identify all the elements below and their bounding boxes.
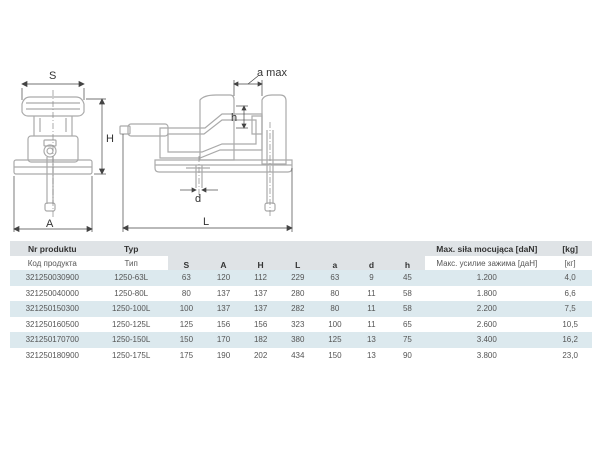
cell-l: 280: [279, 286, 316, 302]
cell-a-small: 125: [316, 332, 353, 348]
cell-l: 282: [279, 301, 316, 317]
cell-l: 229: [279, 270, 316, 286]
header-h: H: [242, 241, 279, 270]
cell-h: 156: [242, 317, 279, 333]
cell-type: 1250-100L: [95, 301, 168, 317]
cell-a: 190: [205, 348, 242, 364]
cell-d: 11: [353, 286, 389, 302]
cell-d: 11: [353, 301, 389, 317]
cell-a-small: 80: [316, 301, 353, 317]
label-h-side: h: [231, 112, 238, 124]
cell-kg: 6,6: [548, 286, 592, 302]
cell-type: 1250-175L: [95, 348, 168, 364]
cell-a: 156: [205, 317, 242, 333]
cell-code: 321250030900: [10, 270, 95, 286]
cell-kg: 10,5: [548, 317, 592, 333]
header-h-small: h: [389, 241, 425, 270]
cell-s: 63: [168, 270, 205, 286]
cell-h: 137: [242, 286, 279, 302]
cell-type: 1250-125L: [95, 317, 168, 333]
cell-force: 2.600: [425, 317, 548, 333]
header-s: S: [168, 241, 205, 270]
specification-table: [10, 241, 592, 363]
header-type-ru: Тип: [95, 256, 168, 270]
cell-s: 125: [168, 317, 205, 333]
label-h-front: H: [106, 133, 114, 145]
cell-h: 202: [242, 348, 279, 364]
cell-kg: 23,0: [548, 348, 592, 364]
label-a-max: a max: [257, 67, 287, 79]
cell-h: 112: [242, 270, 279, 286]
header-force: Max. siła mocująca [daN]: [425, 241, 548, 256]
cell-code: 321250150300: [10, 301, 95, 317]
cell-kg: 7,5: [548, 301, 592, 317]
header-force-ru: Макс. усилие зажима [даН]: [425, 256, 548, 270]
table-row: [10, 286, 592, 302]
table-row: [10, 317, 592, 333]
header-l: L: [279, 241, 316, 270]
header-kg-ru: [кг]: [548, 256, 592, 270]
cell-s: 175: [168, 348, 205, 364]
table-row: [10, 301, 592, 317]
cell-force: 2.200: [425, 301, 548, 317]
table-row: [10, 270, 592, 286]
table-header-row-pl: [10, 241, 592, 256]
cell-code: 321250180900: [10, 348, 95, 364]
cell-a-small: 80: [316, 286, 353, 302]
vise-technical-drawing: [0, 55, 600, 235]
cell-a: 137: [205, 301, 242, 317]
cell-h-small: 58: [389, 301, 425, 317]
cell-h-small: 90: [389, 348, 425, 364]
cell-type: 1250-150L: [95, 332, 168, 348]
cell-a-small: 150: [316, 348, 353, 364]
header-type: Typ: [95, 241, 168, 256]
label-l: L: [203, 216, 210, 228]
cell-l: 323: [279, 317, 316, 333]
cell-a: 120: [205, 270, 242, 286]
cell-code: 321250160500: [10, 317, 95, 333]
cell-force: 3.400: [425, 332, 548, 348]
cell-a: 137: [205, 286, 242, 302]
cell-s: 150: [168, 332, 205, 348]
cell-h: 182: [242, 332, 279, 348]
table-row: [10, 348, 592, 364]
cell-type: 1250-80L: [95, 286, 168, 302]
cell-code: 321250170700: [10, 332, 95, 348]
cell-d: 13: [353, 332, 389, 348]
cell-force: 1.800: [425, 286, 548, 302]
cell-force: 1.200: [425, 270, 548, 286]
cell-s: 100: [168, 301, 205, 317]
cell-a: 170: [205, 332, 242, 348]
vise-side-view: [120, 95, 292, 211]
cell-h-small: 65: [389, 317, 425, 333]
cell-h-small: 75: [389, 332, 425, 348]
cell-d: 11: [353, 317, 389, 333]
cell-s: 80: [168, 286, 205, 302]
cell-d: 13: [353, 348, 389, 364]
cell-kg: 16,2: [548, 332, 592, 348]
header-kg: [kg]: [548, 241, 592, 256]
cell-kg: 4,0: [548, 270, 592, 286]
cell-code: 321250040000: [10, 286, 95, 302]
cell-a-small: 100: [316, 317, 353, 333]
cell-d: 9: [353, 270, 389, 286]
label-a-front: A: [46, 218, 54, 230]
header-code-ru: Код продукта: [10, 256, 95, 270]
header-d: d: [353, 241, 389, 270]
cell-a-small: 63: [316, 270, 353, 286]
cell-l: 434: [279, 348, 316, 364]
label-s: S: [49, 70, 57, 82]
header-a-small: a: [316, 241, 353, 270]
label-d: d: [195, 193, 202, 205]
header-a: A: [205, 241, 242, 270]
cell-l: 380: [279, 332, 316, 348]
header-code: Nr produktu: [10, 241, 95, 256]
cell-force: 3.800: [425, 348, 548, 364]
cell-h: 137: [242, 301, 279, 317]
cell-type: 1250-63L: [95, 270, 168, 286]
cell-h-small: 45: [389, 270, 425, 286]
table-row: [10, 332, 592, 348]
cell-h-small: 58: [389, 286, 425, 302]
